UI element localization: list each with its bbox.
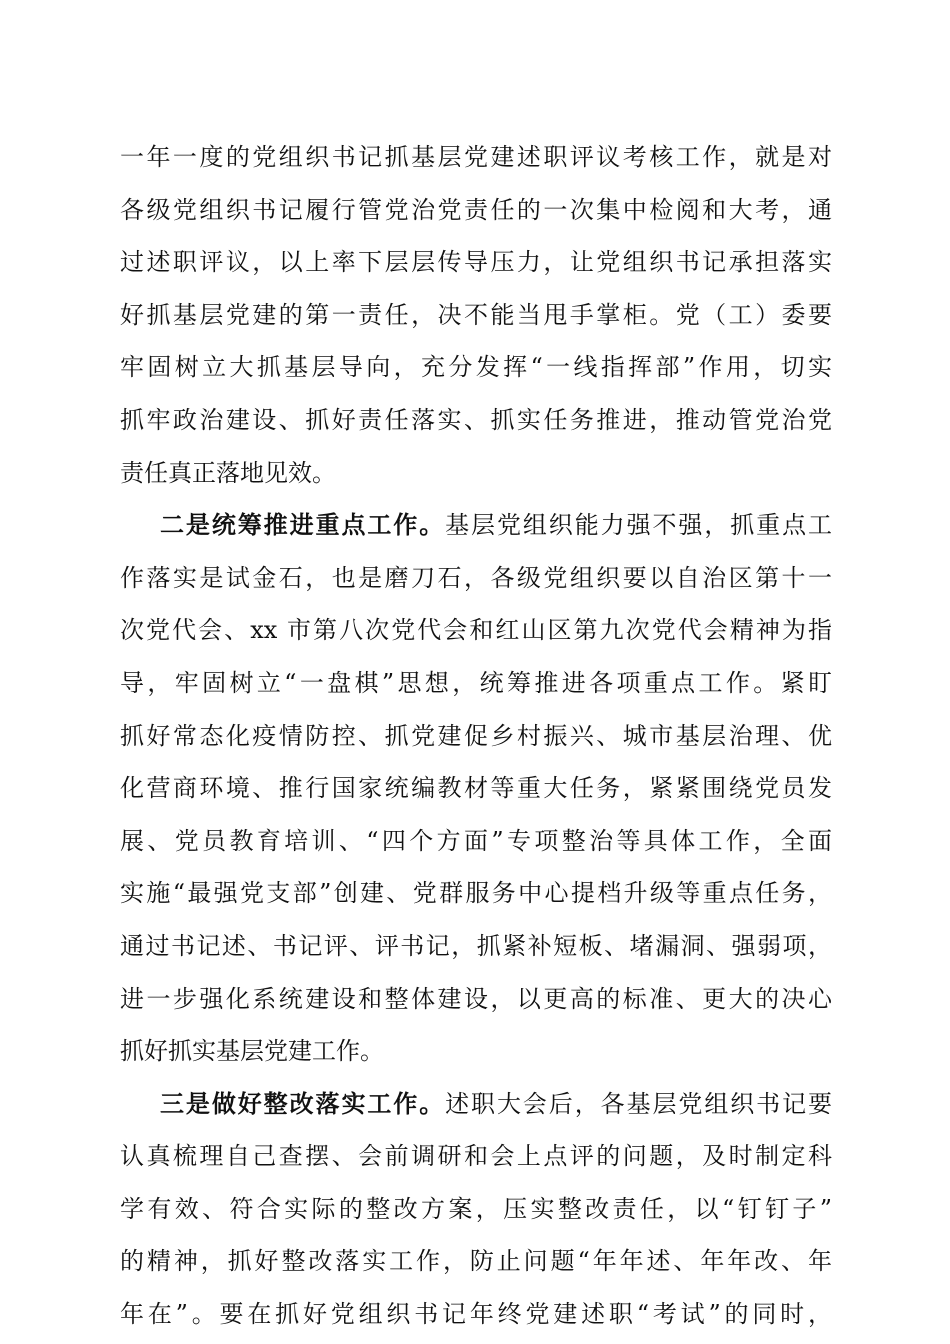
paragraph-3-line-3: 学有效、符合实际的整改方案，压实整改责任，以“钉钉子” (120, 1194, 832, 1223)
document-body (120, 131, 832, 1341)
paragraph-1-line-6: 抓牢政治建设、抓好责任落实、抓实任务推进，推动管党治党 (120, 405, 832, 434)
paragraph-2-line-10: 进一步强化系统建设和整体建设，以更高的标准、更大的决心 (120, 984, 832, 1013)
paragraph-2-line-8: 实施“最强党支部”创建、党群服务中心提档升级等重点任务， (120, 879, 832, 908)
paragraph-1-line-4: 好抓基层党建的第一责任，决不能当甩手掌柜。党（工）委要 (120, 300, 832, 329)
paragraph-2-line-1: 基层党组织能力强不强，抓重点工 (445, 511, 832, 540)
paragraph-2-line-4: 导，牢固树立“一盘棋”思想，统筹推进各项重点工作。紧盯 (120, 668, 832, 697)
paragraph-2-line-9: 通过书记述、书记评、评书记，抓紧补短板、堵漏洞、强弱项， (120, 931, 832, 960)
paragraph-1-line-7: 责任真正落地见效。 (120, 458, 336, 487)
paragraph-2-line-3: 次党代会、xx 市第八次党代会和红山区第九次党代会精神为指 (120, 616, 832, 645)
paragraph-2-line-2: 作落实是试金石，也是磨刀石，各级党组织要以自治区第十一 (120, 563, 832, 592)
paragraph-2-line-5: 抓好常态化疫情防控、抓党建促乡村振兴、城市基层治理、优 (120, 721, 832, 750)
paragraph-2-first-line (120, 499, 832, 552)
paragraph-3-line-5: 年在”。要在抓好党组织书记年终党建述职“考试”的同时， (120, 1300, 832, 1329)
paragraph-3-first-line (120, 1078, 832, 1131)
paragraph-1-line-5: 牢固树立大抓基层导向，充分发挥“一线指挥部”作用，切实 (120, 353, 832, 382)
paragraph-1-line-2: 各级党组织书记履行管党治党责任的一次集中检阅和大考，通 (120, 195, 832, 224)
paragraph-3-heading: 三是做好整改落实工作。 (160, 1088, 446, 1118)
paragraph-1-line-3: 过述职评议，以上率下层层传导压力，让党组织书记承担落实 (120, 248, 832, 277)
paragraph-2-heading: 二是统筹推进重点工作。 (160, 510, 446, 540)
paragraph-2-line-6: 化营商环境、推行国家统编教材等重大任务，紧紧围绕党员发 (120, 774, 832, 803)
paragraph-2-line-11: 抓好抓实基层党建工作。 (120, 1037, 384, 1066)
paragraph-3-line-4: 的精神，抓好整改落实工作，防止问题“年年述、年年改、年 (120, 1247, 832, 1276)
paragraph-1-line-1: 一年一度的党组织书记抓基层党建述职评议考核工作，就是对 (120, 143, 832, 171)
paragraph-2-line-7: 展、党员教育培训、“四个方面”专项整治等具体工作，全面 (120, 826, 832, 855)
paragraph-3-line-2: 认真梳理自己查摆、会前调研和会上点评的问题，及时制定科 (120, 1142, 832, 1171)
paragraph-3-line-1: 述职大会后，各基层党组织书记要 (445, 1089, 832, 1118)
